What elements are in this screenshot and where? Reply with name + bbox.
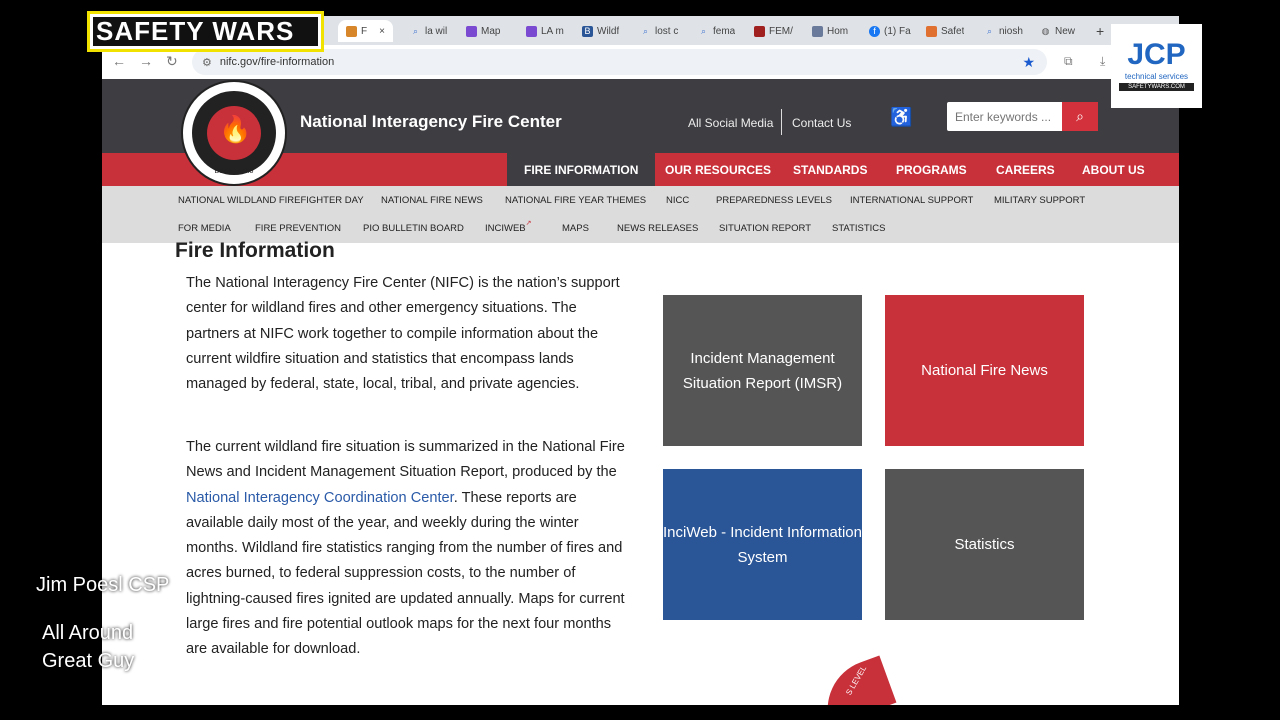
subnav-preparedness[interactable]: PREPAREDNESS LEVELS — [716, 195, 832, 206]
subnav-situation-report[interactable]: SITUATION REPORT — [719, 223, 812, 234]
seal-icon — [812, 26, 823, 37]
tab-label: (1) Fa — [884, 25, 911, 37]
reload-button[interactable]: ↻ — [166, 53, 178, 69]
card-statistics[interactable]: Statistics — [885, 469, 1084, 620]
tab-label: Safet — [941, 25, 965, 37]
paragraph-text: . These reports are available daily most of the year, and weekly during the winter months. Wildland fire statistics ranging from the number of fires and acres burned, to federal suppression costs, to the number of lightning-caused fires ignited are updated annually. Maps for current large fires and fire potential outlook maps for the next four months are available for download. — [186, 489, 625, 658]
jcp-logo — [1111, 24, 1202, 108]
nav-fire-information[interactable]: FIRE INFORMATION — [507, 153, 655, 186]
nifc-favicon — [346, 26, 357, 37]
tab-label: LA m — [541, 25, 564, 37]
flame-icon: 🔥 — [219, 114, 252, 144]
tab-label: Hom — [827, 25, 849, 37]
search-icon: ⌕ — [642, 25, 649, 36]
nav-standards[interactable]: STANDARDS — [793, 162, 868, 177]
site-settings-icon[interactable]: ⚙ — [202, 56, 212, 69]
subnav-nicc[interactable]: NICC — [666, 195, 690, 206]
subnav-fire-prevention[interactable]: FIRE PREVENTION — [255, 223, 342, 234]
search-icon: ⌕ — [1076, 108, 1084, 124]
nicc-link[interactable]: National Interagency Coordination Center — [186, 489, 454, 506]
intro-paragraph: The National Interagency Fire Center (NIFC) is the nation’s support center for wildland fires and other emergency situations. The partners at NIFC work together to compile information about the current wildfire situation and statistics that encompass lands managed by federal, state, local, tribal, and private agencies. — [186, 275, 620, 393]
tab-label: FEM/ — [769, 25, 793, 37]
logo-caption: Boise, Idaho — [214, 168, 254, 175]
header-link-contact[interactable]: Contact Us — [792, 116, 852, 130]
tab-item[interactable] — [869, 20, 911, 42]
sub-nav — [102, 186, 1179, 243]
tab-label: New — [1055, 25, 1076, 37]
tab-label: Map — [481, 25, 501, 37]
presenter-tagline-1: All Around — [42, 622, 134, 644]
header-link-social[interactable]: All Social Media — [688, 116, 774, 130]
main-content — [102, 239, 1179, 705]
tab-item[interactable] — [812, 20, 848, 42]
nav-our-resources[interactable]: OUR RESOURCES — [665, 162, 772, 177]
tab-active[interactable] — [338, 20, 393, 42]
safety-wars-text: SAFETY WARS — [93, 17, 318, 46]
site-title[interactable]: National Interagency Fire Center — [300, 112, 562, 131]
subnav-for-media[interactable]: FOR MEDIA — [178, 223, 231, 234]
subnav-military[interactable]: MILITARY SUPPORT — [994, 195, 1086, 206]
bookmark-star-icon[interactable]: ★ — [1022, 54, 1035, 70]
tab-item[interactable] — [698, 20, 735, 42]
presenter-tagline-2: Great Guy — [42, 650, 135, 672]
tab-item[interactable] — [410, 20, 447, 42]
url-field[interactable] — [192, 49, 1047, 75]
jcp-letters: JCP — [1127, 38, 1186, 71]
search-button[interactable] — [1062, 102, 1098, 131]
card-inciweb[interactable]: InciWeb - Incident Information System — [663, 469, 862, 620]
tab-label: la wil — [425, 25, 448, 37]
url-text: nifc.gov/fire-information — [219, 56, 335, 68]
tab-label: F — [361, 25, 368, 37]
close-icon[interactable]: × — [379, 25, 385, 37]
tab-label: lost c — [655, 25, 679, 37]
gemini-icon — [466, 26, 477, 37]
tab-item[interactable] — [640, 20, 678, 42]
forward-button[interactable]: → — [139, 53, 153, 69]
site-icon — [926, 26, 937, 37]
extensions-icon[interactable]: ⧉ — [1064, 54, 1073, 68]
subnav-statistics[interactable]: STATISTICS — [832, 223, 886, 234]
logo-center — [207, 106, 261, 160]
subnav-news-releases[interactable]: NEWS RELEASES — [617, 223, 699, 234]
card-fire-news[interactable]: National Fire News — [885, 295, 1084, 446]
tab-item[interactable] — [1040, 20, 1075, 42]
nav-programs[interactable]: PROGRAMS — [896, 162, 967, 177]
bing-icon: B — [582, 26, 593, 37]
tab-item[interactable] — [526, 20, 564, 42]
gemini-icon — [526, 26, 537, 37]
subnav-international[interactable]: INTERNATIONAL SUPPORT — [850, 195, 974, 206]
page-title: Fire Information — [175, 239, 335, 262]
subnav-firefighter-day[interactable]: NATIONAL WILDLAND FIREFIGHTER DAY — [178, 195, 364, 206]
external-link-icon: ↗ — [525, 220, 532, 227]
new-tab-button[interactable]: + — [1096, 23, 1105, 39]
subnav-maps[interactable]: MAPS — [562, 223, 589, 234]
safety-wars-logo — [87, 11, 324, 52]
logo-ring — [192, 91, 276, 175]
facebook-icon: f — [869, 26, 880, 37]
search-icon: ⌕ — [986, 25, 993, 36]
tab-item[interactable] — [926, 20, 964, 42]
jcp-subtitle: technical services — [1124, 72, 1189, 81]
subnav-pio-bulletin[interactable]: PIO BULLETIN BOARD — [363, 223, 464, 234]
situation-paragraph — [186, 435, 626, 663]
search-icon: ⌕ — [412, 25, 419, 36]
fema-icon — [754, 26, 765, 37]
search-icon: ⌕ — [700, 25, 707, 36]
nifc-logo[interactable] — [181, 80, 287, 186]
subnav-inciweb[interactable] — [485, 220, 532, 234]
tab-item[interactable] — [582, 20, 619, 42]
paragraph-text: The current wildland fire situation is summarized in the National Fire News and Incident Management Situation Report, produced by the — [186, 439, 625, 481]
tab-label: fema — [713, 25, 736, 37]
accessibility-icon[interactable]: ♿ — [890, 107, 913, 127]
tab-item[interactable] — [466, 20, 500, 42]
browser-window — [102, 16, 1179, 705]
back-button[interactable]: ← — [112, 53, 126, 69]
subnav-inciweb-label: INCIWEB — [485, 223, 526, 234]
subnav-fire-news[interactable]: NATIONAL FIRE NEWS — [381, 195, 483, 206]
header-divider — [781, 109, 782, 135]
nav-about-us[interactable]: ABOUT US — [1082, 162, 1145, 177]
tab-item[interactable] — [984, 20, 1023, 42]
tab-label: niosh — [999, 25, 1023, 37]
globe-icon: ◍ — [1041, 25, 1050, 36]
tab-item[interactable] — [754, 20, 793, 42]
presenter-name: Jim Poesl CSP — [36, 574, 170, 596]
download-icon[interactable]: ⤓ — [1100, 54, 1106, 68]
card-imsr[interactable]: Incident Management Situation Report (IMSR) — [663, 295, 862, 446]
jcp-url: SAFETYWARS.COM — [1119, 83, 1194, 91]
badge-text: S LEVEL — [844, 664, 869, 697]
nav-careers[interactable]: CAREERS — [996, 162, 1055, 177]
tab-label: Wildf — [597, 25, 620, 37]
subnav-fire-year-themes[interactable]: NATIONAL FIRE YEAR THEMES — [505, 195, 647, 206]
search-input[interactable] — [947, 102, 1062, 131]
